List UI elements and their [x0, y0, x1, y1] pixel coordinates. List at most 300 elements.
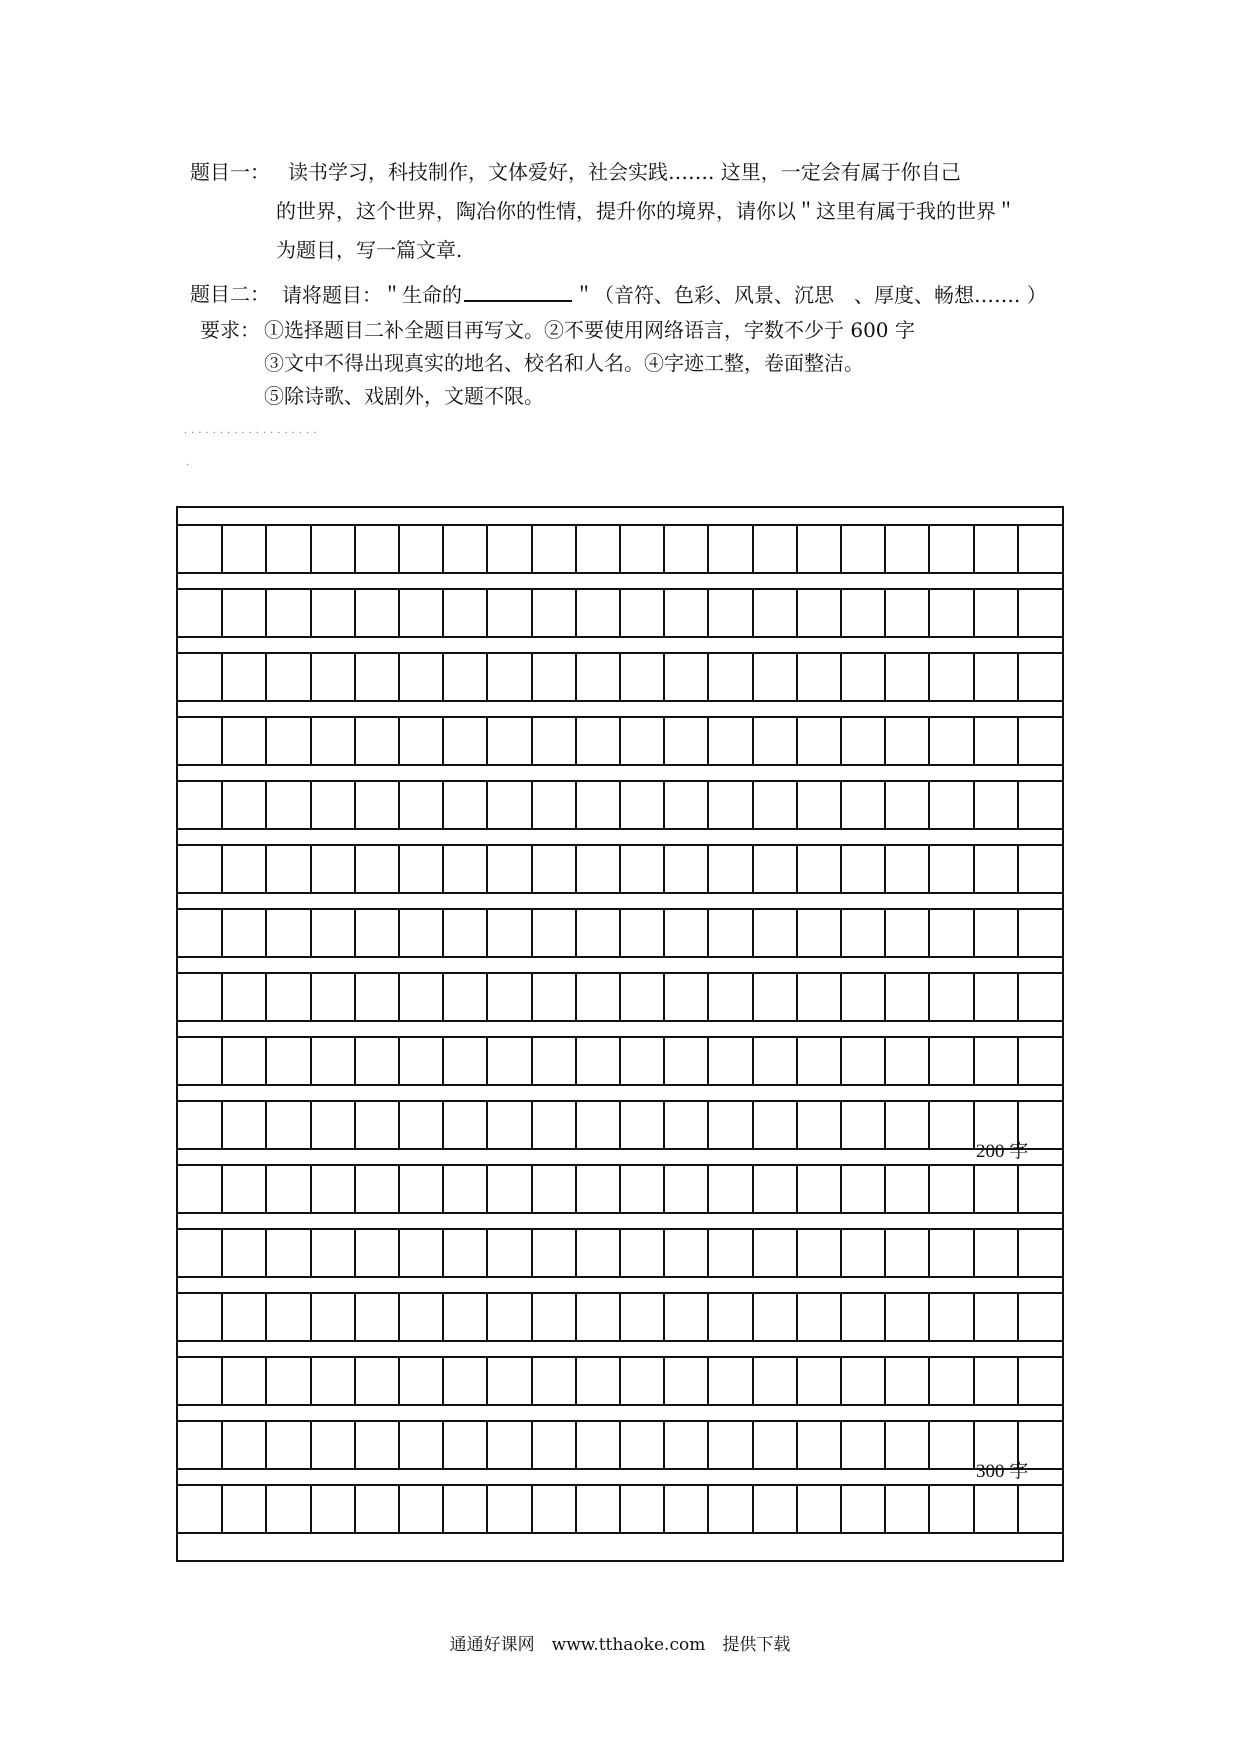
grid-cell-divider [310, 1036, 312, 1084]
grid-cell-divider [973, 1292, 975, 1340]
grid-cell-divider [575, 1292, 577, 1340]
topic1-line2: 的世界，这个世界，陶冶你的性情，提升你的境界，请你以＂这里有属于我的世界＂ [276, 199, 1016, 223]
requirements-line1: ①选择题目二补全题目再写文。②不要使用网络语言，字数不少于 600 字 [264, 318, 915, 342]
grid-cell-divider [663, 1036, 665, 1084]
grid-cell-divider [531, 908, 533, 956]
grid-cell-divider [354, 844, 356, 892]
grid-cell-divider [575, 1420, 577, 1468]
grid-cell-divider [707, 1484, 709, 1532]
grid-cell-divider [796, 1100, 798, 1148]
grid-cell-divider [310, 716, 312, 764]
grid-cell-divider [752, 1356, 754, 1404]
grid-cell-divider [575, 588, 577, 636]
grid-cell-divider [1017, 1036, 1019, 1084]
grid-cell-divider [354, 1228, 356, 1276]
grid-cell-divider [398, 1164, 400, 1212]
grid-cell-divider [928, 1100, 930, 1148]
topic2-label: 题目二： [190, 282, 270, 306]
essay-grid [176, 506, 1064, 1562]
grid-cell-divider [973, 1164, 975, 1212]
grid-cell-divider [354, 908, 356, 956]
grid-cell-divider [1017, 1164, 1019, 1212]
grid-cell-divider [973, 524, 975, 572]
grid-cell-divider [398, 908, 400, 956]
grid-cell-divider [1017, 1228, 1019, 1276]
grid-cell-divider [663, 972, 665, 1020]
grid-cell-divider [221, 524, 223, 572]
grid-cell-divider [442, 908, 444, 956]
grid-cell-divider [619, 1228, 621, 1276]
grid-cell-divider [663, 1164, 665, 1212]
grid-cell-divider [840, 1356, 842, 1404]
grid-cell-divider [486, 908, 488, 956]
grid-cell-divider [398, 1484, 400, 1532]
grid-cell-divider [265, 1356, 267, 1404]
grid-cell-divider [486, 1228, 488, 1276]
grid-cell-divider [928, 1356, 930, 1404]
grid-cell-divider [221, 1036, 223, 1084]
grid-cell-divider [575, 1100, 577, 1148]
grid-cell-divider [265, 1100, 267, 1148]
grid-cell-divider [619, 524, 621, 572]
grid-cell-divider [796, 908, 798, 956]
grid-cell-divider [575, 780, 577, 828]
grid-cell-divider [486, 1356, 488, 1404]
grid-cell-divider [575, 1484, 577, 1532]
grid-cell-divider [663, 1484, 665, 1532]
grid-cell-divider [707, 1036, 709, 1084]
grid-cell-divider [840, 652, 842, 700]
grid-cell-divider [310, 972, 312, 1020]
topic2-text [282, 282, 1047, 307]
dot-mark: · [186, 460, 194, 471]
grid-cell-divider [663, 908, 665, 956]
grid-cell-divider [663, 1100, 665, 1148]
grid-cell-divider [1017, 1356, 1019, 1404]
grid-cell-divider [707, 716, 709, 764]
grid-cell-divider [398, 1100, 400, 1148]
grid-cell-divider [752, 524, 754, 572]
grid-cell-divider [575, 908, 577, 956]
grid-cell-divider [707, 588, 709, 636]
grid-cell-divider [310, 1484, 312, 1532]
grid-cell-divider [884, 1484, 886, 1532]
grid-cell-divider [796, 652, 798, 700]
grid-cell-divider [354, 972, 356, 1020]
grid-cell-divider [531, 1100, 533, 1148]
grid-cell-divider [707, 652, 709, 700]
grid-cell-divider [442, 652, 444, 700]
grid-cell-divider [1017, 652, 1019, 700]
grid-cell-divider [221, 1420, 223, 1468]
grid-cell-divider [840, 780, 842, 828]
grid-cell-divider [973, 1420, 975, 1468]
grid-cell-divider [265, 1484, 267, 1532]
grid-cell-divider [619, 780, 621, 828]
grid-cell-divider [221, 1356, 223, 1404]
grid-cell-divider [707, 1356, 709, 1404]
grid-cell-divider [1017, 1292, 1019, 1340]
grid-cell-divider [531, 1420, 533, 1468]
grid-cell-divider [928, 524, 930, 572]
grid-cell-divider [663, 780, 665, 828]
grid-cell-divider [575, 1228, 577, 1276]
grid-cell-divider [619, 716, 621, 764]
grid-cell-divider [752, 1420, 754, 1468]
grid-cell-divider [398, 588, 400, 636]
grid-cell-divider [619, 844, 621, 892]
grid-cell-divider [619, 908, 621, 956]
grid-cell-divider [265, 588, 267, 636]
grid-cell-divider [928, 844, 930, 892]
grid-cell-divider [707, 1164, 709, 1212]
grid-cell-divider [221, 908, 223, 956]
grid-cell-divider [707, 908, 709, 956]
grid-cell-divider [486, 716, 488, 764]
grid-cell-divider [398, 1228, 400, 1276]
grid-row-line [178, 828, 1062, 830]
grid-cell-divider [221, 1164, 223, 1212]
grid-row-line [178, 636, 1062, 638]
grid-cell-divider [1017, 908, 1019, 956]
grid-cell-divider [752, 716, 754, 764]
grid-cell-divider [663, 524, 665, 572]
grid-cell-divider [796, 1164, 798, 1212]
grid-row-line [178, 1532, 1062, 1534]
grid-cell-divider [663, 652, 665, 700]
grid-cell-divider [796, 588, 798, 636]
grid-cell-divider [973, 652, 975, 700]
grid-cell-divider [752, 1100, 754, 1148]
grid-cell-divider [221, 844, 223, 892]
grid-cell-divider [796, 1420, 798, 1468]
grid-cell-divider [973, 1356, 975, 1404]
grid-cell-divider [531, 1036, 533, 1084]
grid-cell-divider [928, 1420, 930, 1468]
grid-cell-divider [398, 844, 400, 892]
grid-cell-divider [840, 1100, 842, 1148]
grid-cell-divider [531, 844, 533, 892]
grid-cell-divider [354, 1420, 356, 1468]
grid-cell-divider [973, 1100, 975, 1148]
grid-row-line [178, 1084, 1062, 1086]
grid-cell-divider [1017, 844, 1019, 892]
grid-cell-divider [486, 652, 488, 700]
grid-cell-divider [310, 908, 312, 956]
grid-cell-divider [707, 972, 709, 1020]
grid-cell-divider [884, 780, 886, 828]
requirements-line2: ③文中不得出现真实的地名、校名和人名。④字迹工整，卷面整洁。 [264, 351, 864, 375]
grid-cell-divider [707, 1420, 709, 1468]
grid-cell-divider [310, 780, 312, 828]
grid-cell-divider [663, 588, 665, 636]
grid-cell-divider [531, 780, 533, 828]
grid-cell-divider [663, 1228, 665, 1276]
grid-cell-divider [707, 780, 709, 828]
dotted-separator: ··················· [184, 428, 321, 439]
grid-cell-divider [663, 844, 665, 892]
grid-cell-divider [752, 588, 754, 636]
grid-cell-divider [221, 1292, 223, 1340]
grid-cell-divider [265, 1036, 267, 1084]
grid-cell-divider [486, 1100, 488, 1148]
grid-cell-divider [265, 1420, 267, 1468]
grid-row-line [178, 956, 1062, 958]
grid-cell-divider [707, 1100, 709, 1148]
grid-cell-divider [486, 588, 488, 636]
grid-cell-divider [619, 1100, 621, 1148]
grid-cell-divider [884, 844, 886, 892]
grid-cell-divider [486, 1164, 488, 1212]
grid-cell-divider [398, 780, 400, 828]
grid-cell-divider [973, 1484, 975, 1532]
grid-cell-divider [486, 780, 488, 828]
grid-cell-divider [486, 1292, 488, 1340]
grid-cell-divider [884, 1356, 886, 1404]
grid-cell-divider [265, 972, 267, 1020]
grid-cell-divider [840, 1292, 842, 1340]
grid-cell-divider [265, 652, 267, 700]
grid-cell-divider [1017, 972, 1019, 1020]
grid-cell-divider [973, 1036, 975, 1084]
grid-cell-divider [575, 1036, 577, 1084]
grid-cell-divider [442, 780, 444, 828]
topic2-prefix: 请将题目：＂生命的 [282, 283, 462, 307]
grid-cell-divider [221, 1484, 223, 1532]
grid-cell-divider [531, 1356, 533, 1404]
grid-cell-divider [310, 1356, 312, 1404]
grid-cell-divider [354, 1036, 356, 1084]
grid-cell-divider [928, 652, 930, 700]
grid-cell-divider [619, 652, 621, 700]
grid-cell-divider [928, 1484, 930, 1532]
grid-cell-divider [575, 716, 577, 764]
grid-row-line [178, 1340, 1062, 1342]
grid-cell-divider [486, 524, 488, 572]
grid-cell-divider [531, 1228, 533, 1276]
grid-cell-divider [354, 1484, 356, 1532]
grid-cell-divider [310, 588, 312, 636]
grid-cell-divider [398, 652, 400, 700]
grid-cell-divider [619, 1036, 621, 1084]
grid-row-line [178, 1148, 1062, 1150]
grid-cell-divider [884, 1292, 886, 1340]
grid-cell-divider [531, 588, 533, 636]
grid-cell-divider [928, 972, 930, 1020]
grid-cell-divider [442, 588, 444, 636]
grid-cell-divider [221, 972, 223, 1020]
grid-cell-divider [310, 1164, 312, 1212]
grid-cell-divider [973, 844, 975, 892]
grid-cell-divider [619, 1356, 621, 1404]
grid-cell-divider [442, 844, 444, 892]
grid-cell-divider [354, 1292, 356, 1340]
grid-cell-divider [619, 1292, 621, 1340]
grid-cell-divider [973, 908, 975, 956]
grid-cell-divider [442, 1036, 444, 1084]
grid-cell-divider [1017, 588, 1019, 636]
grid-cell-divider [486, 1420, 488, 1468]
grid-cell-divider [884, 524, 886, 572]
grid-cell-divider [796, 1484, 798, 1532]
grid-cell-divider [619, 1484, 621, 1532]
grid-cell-divider [928, 1228, 930, 1276]
grid-cell-divider [398, 1420, 400, 1468]
grid-cell-divider [796, 716, 798, 764]
grid-cell-divider [796, 1228, 798, 1276]
grid-cell-divider [796, 1036, 798, 1084]
grid-cell-divider [884, 1100, 886, 1148]
grid-cell-divider [442, 1420, 444, 1468]
grid-row-line [178, 1468, 1062, 1470]
topic1-line3: 为题目，写一篇文章. [276, 238, 463, 262]
grid-cell-divider [884, 1036, 886, 1084]
grid-cell-divider [221, 1228, 223, 1276]
grid-cell-divider [531, 1292, 533, 1340]
grid-cell-divider [575, 1164, 577, 1212]
grid-cell-divider [752, 1036, 754, 1084]
grid-cell-divider [973, 972, 975, 1020]
grid-cell-divider [1017, 716, 1019, 764]
title-blank [464, 282, 572, 302]
grid-cell-divider [354, 588, 356, 636]
footer-text: 通通好课网 www.tthaoke.com 提供下载 [449, 1635, 791, 1655]
grid-cell-divider [442, 716, 444, 764]
grid-cell-divider [840, 972, 842, 1020]
grid-cell-divider [752, 908, 754, 956]
grid-row-line [178, 892, 1062, 894]
grid-cell-divider [310, 844, 312, 892]
grid-cell-divider [840, 844, 842, 892]
grid-cell-divider [531, 716, 533, 764]
grid-cell-divider [265, 524, 267, 572]
grid-cell-divider [707, 844, 709, 892]
grid-cell-divider [840, 1036, 842, 1084]
grid-cell-divider [752, 1164, 754, 1212]
grid-cell-divider [310, 1228, 312, 1276]
grid-cell-divider [221, 652, 223, 700]
grid-cell-divider [442, 1100, 444, 1148]
requirements-line3: ⑤除诗歌、戏剧外，文题不限。 [264, 384, 544, 408]
grid-cell-divider [354, 1356, 356, 1404]
grid-cell-divider [707, 1228, 709, 1276]
grid-cell-divider [973, 588, 975, 636]
grid-row-line [178, 1276, 1062, 1278]
grid-cell-divider [928, 1292, 930, 1340]
grid-cell-divider [752, 1292, 754, 1340]
grid-cell-divider [796, 524, 798, 572]
grid-cell-divider [884, 588, 886, 636]
grid-cell-divider [884, 1228, 886, 1276]
grid-cell-divider [840, 716, 842, 764]
grid-cell-divider [884, 972, 886, 1020]
grid-cell-divider [840, 908, 842, 956]
grid-cell-divider [884, 1164, 886, 1212]
grid-cell-divider [354, 524, 356, 572]
grid-cell-divider [354, 1100, 356, 1148]
grid-row-line [178, 764, 1062, 766]
grid-cell-divider [1017, 524, 1019, 572]
grid-cell-divider [221, 716, 223, 764]
grid-cell-divider [398, 524, 400, 572]
grid-cell-divider [442, 1164, 444, 1212]
grid-cell-divider [354, 1164, 356, 1212]
grid-row-line [178, 1404, 1062, 1406]
grid-cell-divider [752, 1484, 754, 1532]
grid-cell-divider [531, 652, 533, 700]
grid-cell-divider [973, 1228, 975, 1276]
grid-cell-divider [840, 1484, 842, 1532]
grid-cell-divider [486, 1484, 488, 1532]
grid-cell-divider [442, 1292, 444, 1340]
grid-cell-divider [884, 1420, 886, 1468]
word-count-marker: 200 字 [976, 1141, 1029, 1162]
grid-cell-divider [354, 780, 356, 828]
grid-cell-divider [973, 716, 975, 764]
grid-cell-divider [221, 780, 223, 828]
grid-cell-divider [398, 1356, 400, 1404]
grid-cell-divider [486, 972, 488, 1020]
grid-cell-divider [265, 1228, 267, 1276]
grid-cell-divider [486, 1036, 488, 1084]
grid-row-line [178, 572, 1062, 574]
grid-cell-divider [221, 588, 223, 636]
grid-cell-divider [531, 972, 533, 1020]
grid-cell-divider [752, 652, 754, 700]
grid-cell-divider [707, 524, 709, 572]
grid-cell-divider [663, 1292, 665, 1340]
grid-cell-divider [840, 524, 842, 572]
grid-cell-divider [928, 716, 930, 764]
topic2-suffix: ＂（音符、色彩、风景、沉思 、厚度、畅想……. ） [574, 283, 1047, 307]
grid-cell-divider [752, 972, 754, 1020]
grid-cell-divider [265, 780, 267, 828]
grid-cell-divider [973, 780, 975, 828]
grid-cell-divider [310, 1292, 312, 1340]
grid-cell-divider [265, 716, 267, 764]
grid-cell-divider [752, 1228, 754, 1276]
grid-cell-divider [575, 524, 577, 572]
grid-cell-divider [531, 524, 533, 572]
grid-cell-divider [354, 652, 356, 700]
grid-cell-divider [310, 652, 312, 700]
topic1-line1: 读书学习，科技制作，文体爱好，社会实践……. 这里，一定会有属于你自己 [288, 160, 961, 184]
grid-cell-divider [265, 1164, 267, 1212]
grid-cell-divider [796, 780, 798, 828]
grid-cell-divider [265, 1292, 267, 1340]
grid-cell-divider [619, 1420, 621, 1468]
grid-cell-divider [663, 716, 665, 764]
requirements-label: 要求： [200, 318, 260, 342]
grid-cell-divider [442, 1228, 444, 1276]
grid-cell-divider [265, 844, 267, 892]
grid-cell-divider [398, 716, 400, 764]
grid-cell-divider [575, 652, 577, 700]
grid-cell-divider [840, 1164, 842, 1212]
grid-cell-divider [796, 844, 798, 892]
grid-cell-divider [486, 844, 488, 892]
grid-cell-divider [442, 1356, 444, 1404]
grid-cell-divider [663, 1420, 665, 1468]
word-count-marker: 300 字 [976, 1461, 1029, 1482]
grid-cell-divider [619, 588, 621, 636]
topic1-label: 题目一： [190, 160, 270, 184]
grid-cell-divider [354, 716, 356, 764]
grid-cell-divider [221, 1100, 223, 1148]
grid-cell-divider [928, 780, 930, 828]
grid-cell-divider [442, 972, 444, 1020]
grid-cell-divider [752, 780, 754, 828]
